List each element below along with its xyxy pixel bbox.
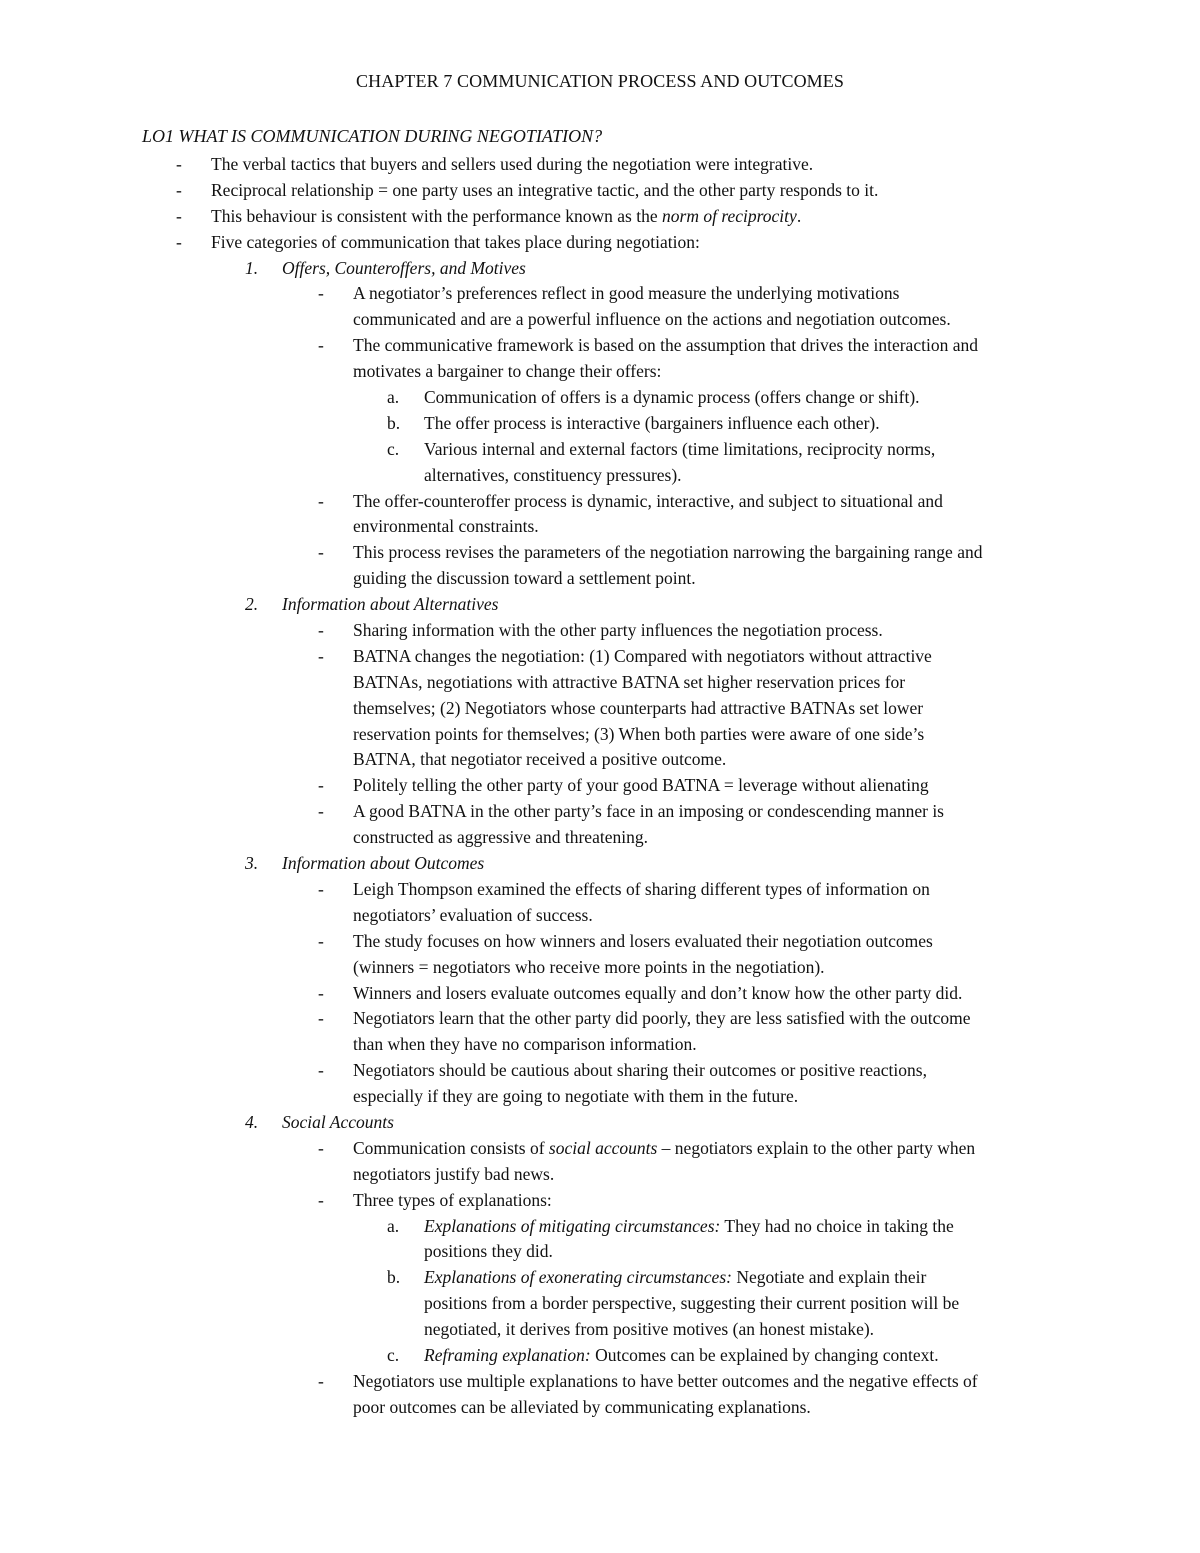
text-segment: especially if they are going to negotiate with them in the future. — [353, 1086, 799, 1107]
text-segment: Negotiators use multiple explanations to have better outcomes and the negative effects of — [353, 1370, 978, 1391]
text-segment: guiding the discussion toward a settlement point. — [353, 568, 696, 589]
text-segment: BATNA changes the negotiation: (1) Compared with negotiators without attractive — [353, 645, 932, 666]
list-marker: b. — [387, 412, 401, 433]
text-segment: The verbal tactics that buyers and sellers used during the negotiation were integrative. — [211, 154, 814, 174]
text-segment: Social Accounts — [282, 1111, 394, 1132]
line-text — [353, 955, 825, 981]
line-text — [211, 204, 801, 230]
bullet-line — [0, 773, 1200, 799]
italic-text: Explanations of mitigating circumstances: — [424, 1215, 721, 1236]
text-segment: constructed as aggressive and threatening. — [353, 827, 648, 848]
bullet-line — [0, 1162, 1200, 1188]
list-marker: b. — [387, 1267, 401, 1288]
lettered-item-line — [0, 1317, 1200, 1343]
text-segment: themselves; (2) Negotiators whose counterparts had attractive BATNAs set lower — [353, 697, 924, 718]
bullet-line — [0, 825, 1200, 851]
text-segment: Five categories of communication that takes place during negotiation: — [211, 231, 700, 252]
line-text — [353, 1084, 798, 1110]
line-text — [353, 1136, 975, 1162]
line-text — [353, 540, 982, 566]
text-segment: The study focuses on how winners and losers evaluated their negotiation outcomes — [353, 930, 933, 951]
text-segment: Negotiators learn that the other party did poorly, they are less satisfied with the outcome — [353, 1008, 971, 1029]
line-text — [353, 566, 696, 592]
list-marker: - — [318, 930, 324, 951]
text-segment: Offers, Counteroffers, and Motives — [282, 257, 526, 278]
line-text — [353, 618, 883, 644]
bullet-line — [0, 1084, 1200, 1110]
numbered-section-line — [0, 592, 1200, 618]
text-segment: Reciprocal relationship = one party uses an integrative tactic, and the other party responds to it. — [211, 179, 879, 200]
line-text — [353, 1162, 554, 1188]
text-segment: negotiated, it derives from positive motives (an honest mistake). — [424, 1319, 875, 1340]
list-marker: 2. — [245, 594, 259, 615]
line-text — [353, 903, 593, 929]
bullet-line — [0, 1188, 1200, 1214]
line-text — [353, 1032, 697, 1058]
line-text — [424, 1317, 874, 1343]
list-marker: c. — [387, 438, 400, 459]
text-segment: Information about Alternatives — [282, 594, 499, 615]
text-segment: Winners and losers evaluate outcomes equally and don’t know how the other party did. — [353, 982, 963, 1003]
bullet-line — [0, 540, 1200, 566]
bullet-line — [0, 929, 1200, 955]
text-segment: negotiators justify bad news. — [353, 1163, 555, 1184]
lettered-item-line — [0, 1265, 1200, 1291]
text-segment: Three types of explanations: — [353, 1189, 552, 1210]
italic-text: social accounts — [548, 1137, 658, 1158]
bullet-line — [0, 696, 1200, 722]
line-text — [353, 825, 648, 851]
line-text — [282, 256, 526, 282]
bullet-line — [0, 618, 1200, 644]
list-marker: - — [176, 231, 182, 252]
text-segment: BATNAs, negotiations with attractive BATNA set higher reservation prices for — [353, 671, 906, 692]
line-text — [353, 722, 924, 748]
chapter-title: CHAPTER 7 COMMUNICATION PROCESS AND OUTCOMES — [356, 71, 844, 91]
line-text — [353, 1369, 978, 1395]
numbered-section-line — [0, 256, 1200, 282]
text-segment: Outcomes can be explained by changing context. — [590, 1344, 939, 1365]
list-marker: 3. — [245, 853, 259, 874]
italic-text: Explanations of exonerating circumstances: — [424, 1267, 732, 1288]
line-text — [424, 1343, 939, 1369]
list-marker: 1. — [245, 257, 259, 278]
line-text — [211, 152, 813, 178]
lettered-item-line — [0, 385, 1200, 411]
bullet-line — [0, 1032, 1200, 1058]
text-segment: communicated and are a powerful influence on the actions and negotiation outcomes. — [353, 309, 951, 330]
italic-text: norm of reciprocity — [662, 205, 797, 226]
lettered-item-line — [0, 411, 1200, 437]
text-segment: Negotiate and explain their — [731, 1267, 927, 1288]
text-segment: poor outcomes can be alleviated by communicating explanations. — [353, 1396, 811, 1417]
line-text — [353, 1395, 811, 1421]
bullet-line — [0, 152, 1200, 178]
lettered-item-line — [0, 1343, 1200, 1369]
line-text — [211, 178, 878, 204]
list-marker: - — [318, 645, 324, 666]
bullet-line — [0, 359, 1200, 385]
bullet-line — [0, 722, 1200, 748]
line-text — [353, 1006, 971, 1032]
line-text — [353, 307, 951, 333]
bullet-line — [0, 1136, 1200, 1162]
text-segment: Sharing information with the other party influences the negotiation process. — [353, 620, 883, 641]
text-segment: The offer process is interactive (bargainers influence each other). — [424, 412, 880, 433]
bullet-line — [0, 877, 1200, 903]
lettered-item-line — [0, 1214, 1200, 1240]
bullet-line — [0, 747, 1200, 773]
bullet-line — [0, 333, 1200, 359]
bullet-line — [0, 799, 1200, 825]
line-text — [353, 359, 661, 385]
line-text — [424, 1291, 959, 1317]
text-segment: Communication of offers is a dynamic process (offers change or shift). — [424, 387, 920, 408]
list-marker: a. — [387, 1215, 400, 1236]
list-marker: - — [318, 490, 324, 511]
bullet-line — [0, 1006, 1200, 1032]
lettered-item-line — [0, 1239, 1200, 1265]
text-segment: Information about Outcomes — [282, 853, 485, 874]
list-marker: - — [318, 1137, 324, 1158]
line-text — [282, 592, 498, 618]
text-segment: They had no choice in taking the — [720, 1215, 954, 1236]
line-text — [353, 281, 899, 307]
line-text — [353, 696, 923, 722]
bullet-line — [0, 644, 1200, 670]
line-text — [211, 230, 700, 256]
text-segment: positions from a border perspective, suggesting their current position will be — [424, 1293, 960, 1314]
list-marker: - — [318, 1189, 324, 1210]
text-segment: The offer-counteroffer process is dynamic, interactive, and subject to situational and — [353, 490, 943, 511]
list-marker: - — [318, 283, 324, 304]
text-segment: A negotiator’s preferences reflect in good measure the underlying motivations — [353, 283, 900, 304]
list-marker: - — [318, 1008, 324, 1029]
text-segment: BATNA, that negotiator received a positive outcome. — [353, 749, 727, 770]
list-marker: - — [176, 154, 182, 174]
bullet-line — [0, 178, 1200, 204]
text-segment: – negotiators explain to the other party when — [657, 1137, 976, 1158]
section-heading: LO1 WHAT IS COMMUNICATION DURING NEGOTIATION? — [142, 126, 603, 146]
line-text — [353, 514, 539, 540]
bullet-line — [0, 281, 1200, 307]
list-marker: - — [318, 542, 324, 563]
numbered-section-line — [0, 1110, 1200, 1136]
text-segment: motivates a bargainer to change their offers: — [353, 361, 662, 382]
list-marker: - — [176, 179, 182, 200]
line-text — [353, 489, 943, 515]
line-text — [353, 747, 726, 773]
line-text — [353, 333, 978, 359]
text-segment: Communication consists of — [353, 1137, 549, 1158]
italic-text: Reframing explanation: — [424, 1344, 591, 1365]
bullet-line — [0, 204, 1200, 230]
line-text — [353, 1188, 552, 1214]
text-segment: positions they did. — [424, 1241, 553, 1262]
text-segment: This behaviour is consistent with the performance known as the — [211, 205, 663, 226]
bullet-line — [0, 514, 1200, 540]
line-text — [424, 385, 920, 411]
text-segment: Various internal and external factors (time limitations, reciprocity norms, — [424, 438, 936, 459]
text-segment: Leigh Thompson examined the effects of sharing different types of information on — [353, 878, 930, 899]
line-text — [353, 773, 929, 799]
line-text — [353, 799, 944, 825]
text-segment: environmental constraints. — [353, 516, 539, 537]
list-marker: - — [318, 1370, 324, 1391]
bullet-line — [0, 670, 1200, 696]
lettered-item-line — [0, 437, 1200, 463]
bullet-line — [0, 903, 1200, 929]
line-text — [353, 670, 905, 696]
list-marker: - — [318, 878, 324, 899]
list-marker: - — [318, 982, 324, 1003]
text-segment: than when they have no comparison information. — [353, 1034, 697, 1055]
list-marker: c. — [387, 1344, 400, 1365]
bullet-line — [0, 489, 1200, 515]
bullet-line — [0, 307, 1200, 333]
line-text — [424, 1265, 926, 1291]
list-marker: - — [176, 205, 182, 226]
line-text — [353, 981, 962, 1007]
line-text — [282, 851, 484, 877]
line-text — [424, 437, 935, 463]
bullet-line — [0, 230, 1200, 256]
text-segment: A good BATNA in the other party’s face in an imposing or condescending manner is — [353, 801, 944, 822]
list-marker: - — [318, 801, 324, 822]
line-text — [424, 1239, 553, 1265]
line-text — [353, 1058, 927, 1084]
text-segment: negotiators’ evaluation of success. — [353, 904, 593, 925]
numbered-section-line — [0, 851, 1200, 877]
list-marker: 4. — [245, 1111, 259, 1132]
list-marker: a. — [387, 387, 400, 408]
text-segment: . — [796, 205, 802, 226]
line-text — [353, 644, 932, 670]
text-segment: This process revises the parameters of the negotiation narrowing the bargaining range and — [353, 542, 983, 563]
bullet-line — [0, 981, 1200, 1007]
bullet-line — [0, 566, 1200, 592]
list-marker: - — [318, 775, 324, 796]
bullet-line — [0, 1395, 1200, 1421]
line-text — [353, 877, 930, 903]
text-segment: Politely telling the other party of your good BATNA = leverage without alienating — [353, 775, 929, 796]
line-text — [424, 1214, 954, 1240]
line-text — [424, 411, 880, 437]
text-segment: Negotiators should be cautious about sharing their outcomes or positive reactions, — [353, 1060, 927, 1081]
list-marker: - — [318, 335, 324, 356]
lettered-item-line — [0, 463, 1200, 489]
bullet-line — [0, 955, 1200, 981]
bullet-line — [0, 1369, 1200, 1395]
text-segment: (winners = negotiators who receive more points in the negotiation). — [353, 956, 825, 977]
text-segment: alternatives, constituency pressures). — [424, 464, 682, 485]
line-text — [353, 929, 933, 955]
text-segment: The communicative framework is based on the assumption that drives the interaction and — [353, 335, 978, 356]
bullet-line — [0, 1058, 1200, 1084]
line-text — [424, 463, 682, 489]
text-segment: reservation points for themselves; (3) When both parties were aware of one side’s — [353, 723, 925, 744]
list-marker: - — [318, 1060, 324, 1081]
document-body — [0, 152, 1200, 1421]
line-text — [282, 1110, 394, 1136]
list-marker: - — [318, 620, 324, 641]
lettered-item-line — [0, 1291, 1200, 1317]
